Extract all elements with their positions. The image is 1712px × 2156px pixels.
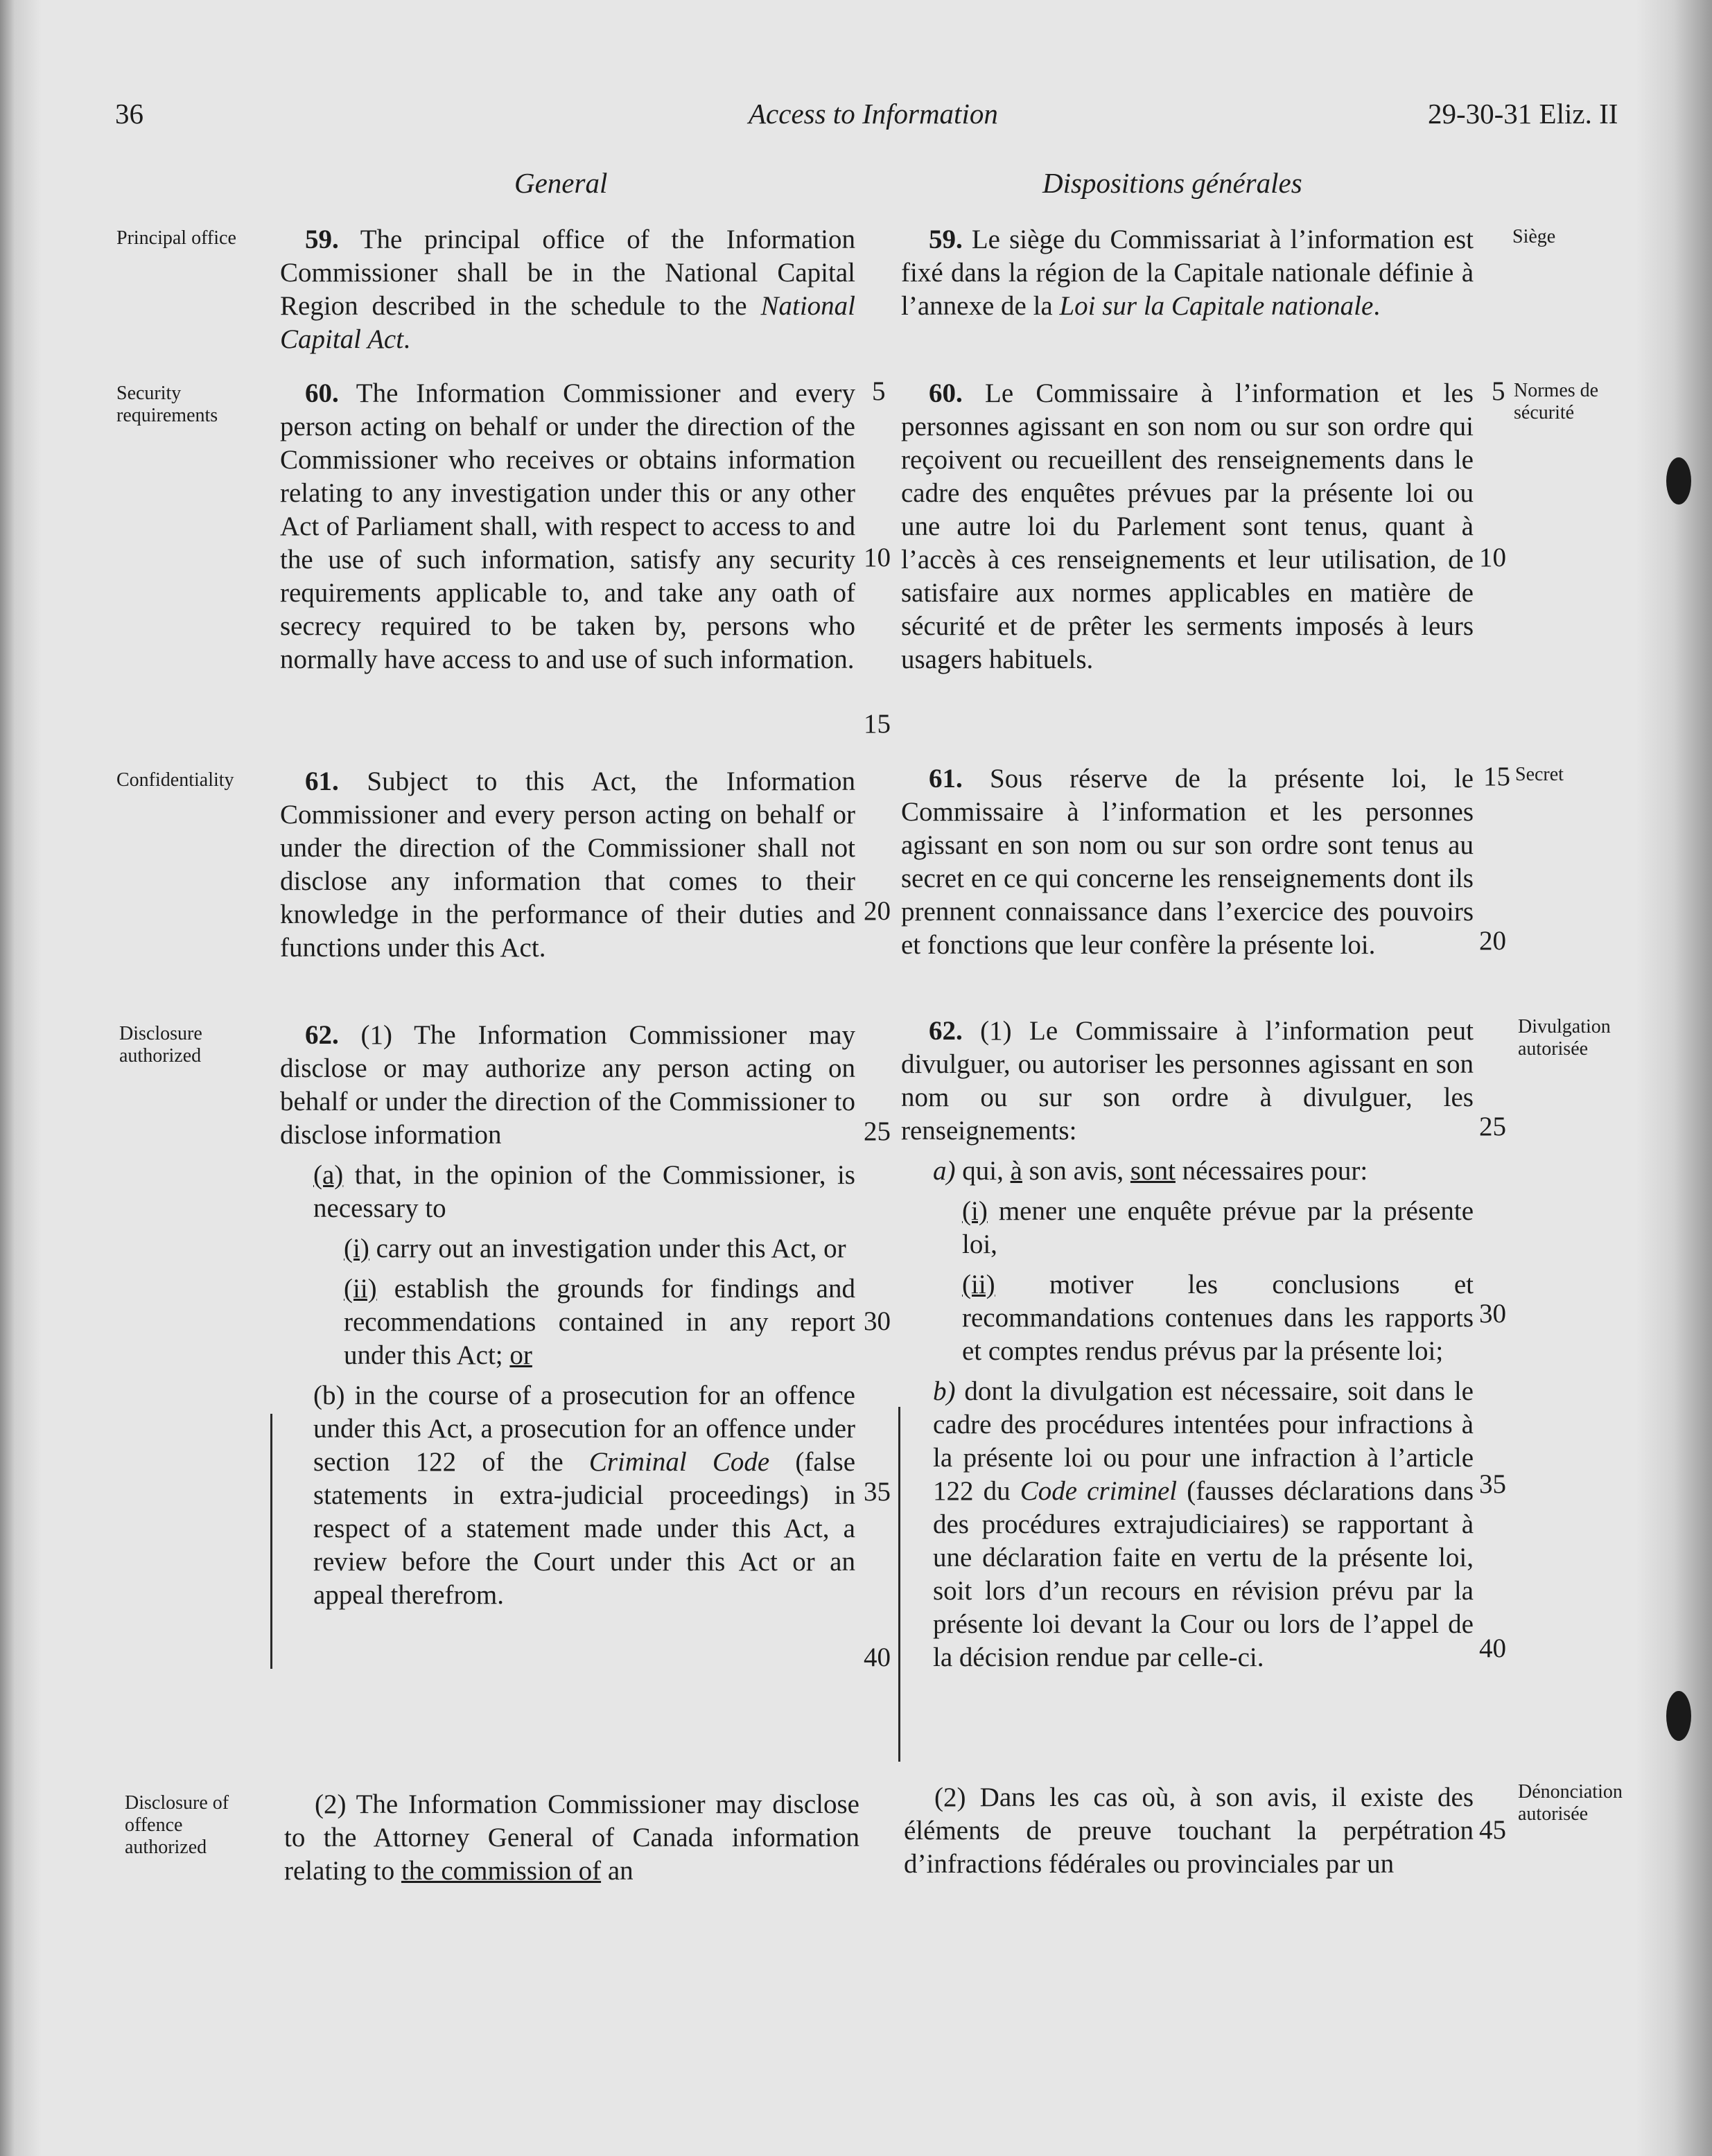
english-section-60	[280, 377, 855, 676]
english-section-59	[280, 223, 855, 356]
english-section-62-2	[284, 1788, 859, 1888]
french-section-60	[901, 377, 1474, 676]
margin-note-secret: Secret	[1515, 764, 1564, 785]
margin-note-disclosure-authorized: Disclosure authorized	[119, 1023, 202, 1067]
line-number-10-fr: 10	[1479, 543, 1506, 572]
french-section-62-2	[904, 1781, 1474, 1881]
line-number-30: 30	[864, 1306, 891, 1336]
margin-note-confidentiality: Confidentiality	[116, 769, 234, 791]
margin-note-siege: Siège	[1512, 226, 1556, 247]
margin-note-disclosure-of-offence: Disclosure of offence authorized	[125, 1792, 229, 1858]
article-62-text: (1) Le Commissaire à l’information peut divulguer, ou autoriser les personnes agissant en son nom ou sur son ordre à divulguer, les renseignements:	[901, 1016, 1474, 1146]
line-number-25: 25	[864, 1116, 891, 1146]
subsection-62-2-end: an	[601, 1856, 634, 1886]
page-edge-right	[1636, 0, 1712, 2156]
margin-note-principal-office: Principal office	[116, 227, 236, 249]
line-number-15: 15	[864, 709, 891, 739]
subparagraph-ii-or: or	[509, 1340, 532, 1370]
alinea-b-code-title: Code criminel	[1020, 1476, 1178, 1506]
margin-note-divulgation-autorisee: Divulgation autorisée	[1518, 1016, 1611, 1060]
line-number-40: 40	[864, 1642, 891, 1672]
english-section-62	[280, 1019, 855, 1612]
alinea-a-text-1: qui,	[955, 1156, 1011, 1186]
subparagraph-i-label: (i)	[344, 1234, 369, 1263]
line-number-20-fr: 20	[1479, 926, 1506, 956]
article-61-text: Sous réserve de la présente loi, le Commissaire à l’information et les personnes agissant en son nom ou sur son ordre sont tenus au secret en ce qui concerne les renseignements dont ils prennent connaissance dans l’exercice des pouvoirs et fonctions que leur confère la présente loi.	[901, 764, 1474, 960]
paragraph-b-code-title: Criminal Code	[588, 1447, 770, 1477]
article-59-loi-title: Loi sur la Capitale nationale	[1059, 291, 1374, 321]
subparagraph-i-text: carry out an investigation under this Act, or	[369, 1234, 846, 1263]
section-62-number: 62.	[305, 1020, 339, 1050]
subsection-62-2-text: (2) The Information Commissioner may disclose to the Attorney General of Canada information relating to	[284, 1789, 859, 1886]
alinea-a-underlined-2: sont	[1130, 1156, 1176, 1186]
french-section-61	[901, 762, 1474, 962]
paragraph-b-label: (b)	[313, 1381, 345, 1410]
section-title-french: Dispositions générales	[1042, 167, 1302, 199]
article-61-number: 61.	[929, 764, 963, 794]
regnal-year: 29-30-31 Eliz. II	[1428, 98, 1618, 130]
binder-hole-bottom	[1666, 1691, 1691, 1741]
subparagraph-ii-label: (ii)	[344, 1274, 377, 1304]
alinea-b-text: dont la divulgation est nécessaire, soit dans le cadre des procédures intentées pour infractions à la présente loi ou pour une infraction à l’article 122 du	[933, 1376, 1474, 1506]
alinea-a-underlined-1: à	[1010, 1156, 1022, 1186]
margin-note-security-requirements: Security requirements	[116, 383, 218, 426]
section-59-text: The principal office of the Information Commissioner shall be in the National Capital Region described in the schedule to the	[280, 225, 855, 321]
sous-alinea-i-label: (i)	[962, 1196, 988, 1226]
article-60-text: Le Commissaire à l’information et les personnes agissant en son nom ou sur son ordre qui reçoivent ou recueillent des renseignements dans le cadre des enquêtes prévues par la présente loi ou une autre loi du Parlement sont tenus, quant à l’accès à ces renseignements et leur utilisation, de satisfaire aux normes applicables en matière de sécurité et de prêter les serments imposés à leurs usagers habituels.	[901, 378, 1474, 674]
margin-note-denonciation-autorisee: Dénonciation autorisée	[1518, 1781, 1623, 1825]
alinea-b-text-end: (fausses déclarations dans des procédures extrajudiciaires) se rapportant à une déclaration faite en vertu de la présente loi, soit lors d’un recours en révision prévu par la présente loi devant la Cour ou lors de l’appel de la décision rendue par celle-ci.	[933, 1476, 1474, 1672]
line-number-30-fr: 30	[1479, 1299, 1506, 1329]
article-59-text: Le siège du Commissariat à l’information est fixé dans la région de la Capitale nationale définie à l’annexe de la	[901, 225, 1474, 321]
line-number-40-fr: 40	[1479, 1633, 1506, 1663]
alinea-a-text-3: nécessaires pour:	[1175, 1156, 1368, 1186]
alinea-b-label: b)	[933, 1376, 956, 1406]
article-59-number: 59.	[929, 225, 963, 254]
article-62-number: 62.	[929, 1016, 963, 1046]
section-61-number: 61.	[305, 766, 339, 796]
french-section-62	[901, 1015, 1474, 1674]
line-number-35-fr: 35	[1479, 1469, 1506, 1499]
sous-alinea-ii-label: (ii)	[962, 1270, 995, 1299]
section-59-end: .	[403, 324, 410, 354]
line-number-15-fr: 15	[1483, 762, 1510, 791]
line-number-35: 35	[864, 1477, 891, 1507]
section-61-text: Subject to this Act, the Information Commissioner and every person acting on behalf or under the direction of the Commissioner shall not disclose any information that comes to their knowledge in the performance of their duties and functions under this Act.	[280, 766, 855, 963]
french-section-59	[901, 223, 1474, 323]
page-number: 36	[115, 98, 143, 130]
english-section-61	[280, 765, 855, 965]
paragraphe-62-2-text: (2) Dans les cas où, à son avis, il existe des éléments de preuve touchant la perpétration d’infractions fédérales ou provinciales par un	[904, 1782, 1474, 1879]
section-60-text: The Information Commissioner and every person acting on behalf or under the direction of the Commissioner who receives or obtains information relating to any investigation under this or any other Act of Parliament shall, with respect to access to and the use of such information, satisfy any security requirements applicable to, and take any oath of secrecy required to be taken by, persons who normally have access to and use of such information.	[280, 378, 855, 674]
paragraph-a-text: that, in the opinion of the Commissioner, is necessary to	[313, 1160, 855, 1223]
binder-hole-top	[1666, 457, 1691, 505]
line-number-20: 20	[864, 896, 891, 926]
paragraph-b-text-end: (false statements in extra-judicial proceedings) in respect of a statement made under this Act, a review before the Court under this Act or an appeal therefrom.	[313, 1447, 856, 1610]
paragraph-a-label: (a)	[313, 1160, 344, 1190]
paragraph-b-text: in the course of a prosecution for an offence under this Act, a prosecution for an offence under section 122 of the	[313, 1381, 855, 1477]
page-edge-left	[0, 0, 42, 2156]
section-59-number: 59.	[305, 225, 339, 254]
line-number-25-fr: 25	[1479, 1112, 1506, 1141]
article-59-end: .	[1373, 291, 1381, 321]
section-title-english: General	[514, 167, 608, 199]
revision-bar-english	[270, 1414, 272, 1669]
section-60-number: 60.	[305, 378, 339, 408]
section-62-text: (1) The Information Commissioner may disclose or may authorize any person acting on behalf or under the direction of the Commissioner to disclose information	[280, 1020, 855, 1150]
alinea-a-text-2: son avis,	[1022, 1156, 1130, 1186]
revision-bar-french	[898, 1407, 900, 1762]
section-59-act-title: National Capital Act	[280, 291, 855, 354]
subsection-62-2-underlined: the commission of	[401, 1856, 602, 1886]
sous-alinea-ii-text: motiver les conclusions et recommandations contenues dans les rapports et comptes rendus prévus par la présente loi;	[962, 1270, 1474, 1366]
subparagraph-ii-text: establish the grounds for findings and recommendations contained in any report under this Act;	[344, 1274, 855, 1370]
article-60-number: 60.	[929, 378, 963, 408]
line-number-10: 10	[864, 543, 891, 572]
line-number-5-fr: 5	[1492, 376, 1505, 406]
margin-note-normes-de-securite: Normes de sécurité	[1514, 380, 1599, 423]
running-title: Access to Information	[749, 98, 998, 130]
sous-alinea-i-text: mener une enquête prévue par la présente loi,	[962, 1196, 1474, 1259]
line-number-45-fr: 45	[1479, 1815, 1506, 1845]
alinea-a-label: a)	[933, 1156, 956, 1186]
line-number-5: 5	[872, 376, 886, 406]
